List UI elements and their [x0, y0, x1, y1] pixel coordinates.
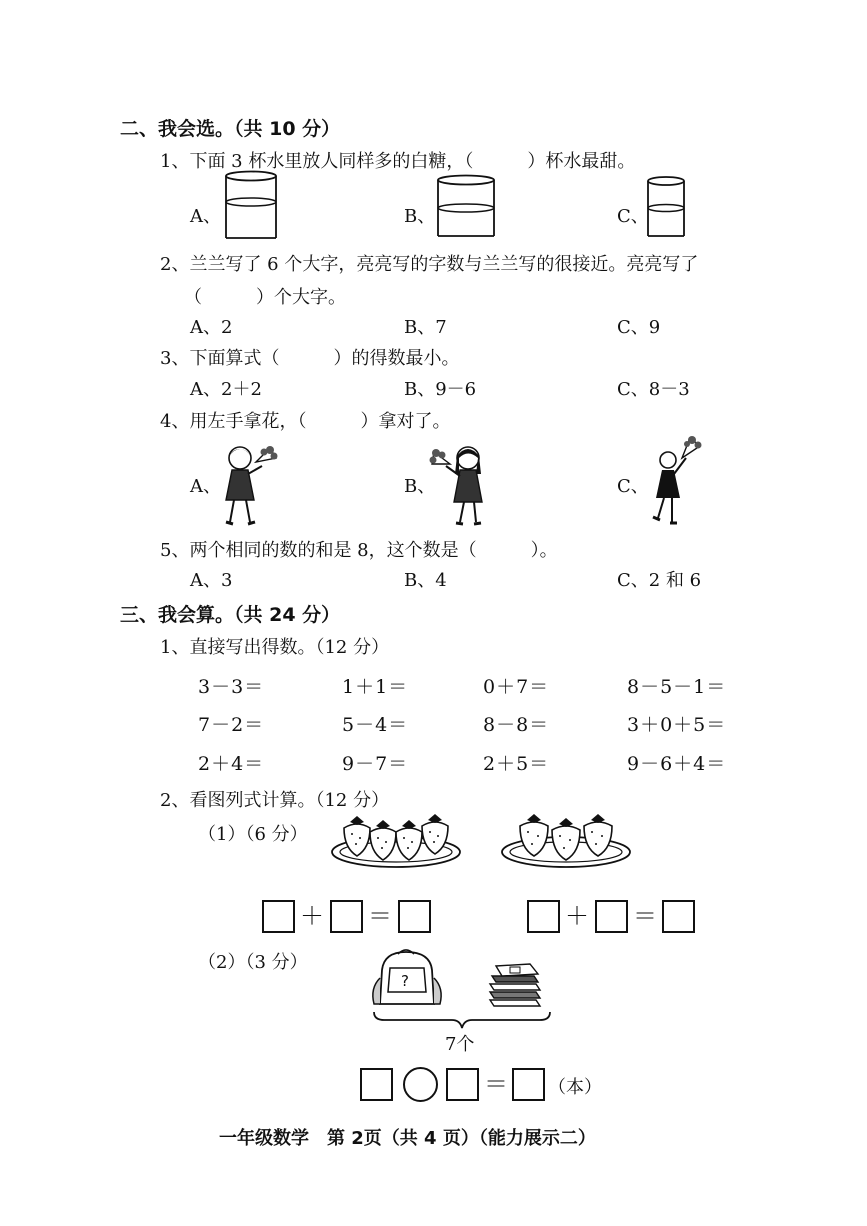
q5-option-a: A、3: [190, 570, 233, 591]
q1-option-a: A、: [190, 206, 221, 227]
q3-text: 3、下面算式（ ）的得数最小。: [160, 348, 460, 369]
calc-r3-c2: 9－7＝: [342, 753, 409, 775]
operator-circle[interactable]: [403, 1067, 438, 1102]
calc-r2-c3: 8－8＝: [483, 714, 550, 736]
equals-sign: ＝: [368, 902, 392, 930]
s3-q2-text: 2、看图列式计算。（12 分）: [160, 790, 390, 811]
calc-r2-c1: 7－2＝: [198, 714, 265, 736]
books-stack-icon: [486, 962, 544, 1008]
curly-brace: [372, 1010, 552, 1032]
q2-option-b: B、7: [404, 317, 447, 338]
section3-heading: 三、我会算。（共 24 分）: [120, 604, 341, 626]
s3-q1-text: 1、直接写出得数。（12 分）: [160, 637, 390, 658]
calc-r1-c4: 8－5－1＝: [627, 676, 727, 698]
plus-sign: ＋: [300, 902, 324, 930]
q2-option-a: A、2: [190, 317, 233, 338]
q4-text: 4、用左手拿花，（ ）拿对了。: [160, 411, 451, 432]
plus-sign: ＋: [565, 902, 589, 930]
q4-option-a: A、: [190, 476, 221, 497]
q3-option-c: C、8－3: [617, 379, 690, 400]
calc-r3-c1: 2＋4＝: [198, 753, 265, 775]
s3-q2-part1-label: （1）（6 分）: [198, 824, 308, 845]
equals-sign: ＝: [484, 1070, 508, 1098]
calc-r2-c4: 3＋0＋5＝: [627, 714, 727, 736]
answer-box-3[interactable]: [398, 900, 431, 933]
calc-r2-c2: 5－4＝: [342, 714, 409, 736]
s3-q2-part2-label: （2）（3 分）: [198, 952, 308, 973]
q2-option-c: C、9: [617, 317, 661, 338]
answer-box-5[interactable]: [595, 900, 628, 933]
q4-option-c: C、: [617, 476, 649, 497]
calc-r3-c4: 9－6＋4＝: [627, 753, 727, 775]
cup-c-icon: [646, 176, 686, 240]
q5-option-b: B、4: [404, 570, 447, 591]
answer-box-6[interactable]: [662, 900, 695, 933]
page-footer: 一年级数学 第 2页（共 4 页）（能力展示二）: [219, 1128, 596, 1149]
q5-option-c: C、2 和 6: [617, 570, 702, 591]
q3-option-a: A、2＋2: [190, 379, 262, 400]
calc-r1-c2: 1＋1＝: [342, 676, 409, 698]
answer-box-8[interactable]: [446, 1068, 479, 1101]
answer-box-1[interactable]: [262, 900, 295, 933]
q1-option-b: B、: [404, 206, 436, 227]
total-seven-label: 7个: [445, 1034, 475, 1055]
calc-r1-c3: 0＋7＝: [483, 676, 550, 698]
girl-c-icon: [650, 434, 710, 530]
q2-line2: （ ）个大字。: [184, 287, 346, 308]
calc-r3-c3: 2＋5＝: [483, 753, 550, 775]
answer-box-9[interactable]: [512, 1068, 545, 1101]
unit-label: （本）: [548, 1077, 602, 1098]
plate-3-strawberries-icon: [498, 812, 634, 870]
answer-box-7[interactable]: [360, 1068, 393, 1101]
plate-4-strawberries-icon: [330, 812, 466, 870]
q4-option-b: B、: [404, 476, 436, 497]
cup-a-icon: [224, 170, 278, 242]
q3-option-b: B、9－6: [404, 379, 477, 400]
girl-a-icon: [218, 440, 280, 528]
answer-box-2[interactable]: [330, 900, 363, 933]
equals-sign: ＝: [633, 902, 657, 930]
section2-heading: 二、我会选。（共 10 分）: [120, 118, 341, 140]
q1-option-c: C、: [617, 206, 649, 227]
calc-r1-c1: 3－3＝: [198, 676, 265, 698]
q5-text: 5、两个相同的数的和是 8，这个数是（ ）。: [160, 540, 558, 561]
q2-line1: 2、兰兰写了 6 个大字，亮亮写的字数与兰兰写的很接近。亮亮写了: [160, 254, 699, 275]
cup-b-icon: [436, 174, 496, 240]
q1-text: 1、下面 3 杯水里放人同样多的白糖，（ ）杯水最甜。: [160, 151, 636, 172]
backpack-question-mark: ?: [401, 972, 409, 990]
answer-box-4[interactable]: [527, 900, 560, 933]
girl-b-icon: [428, 440, 492, 528]
backpack-icon: [368, 948, 446, 1010]
